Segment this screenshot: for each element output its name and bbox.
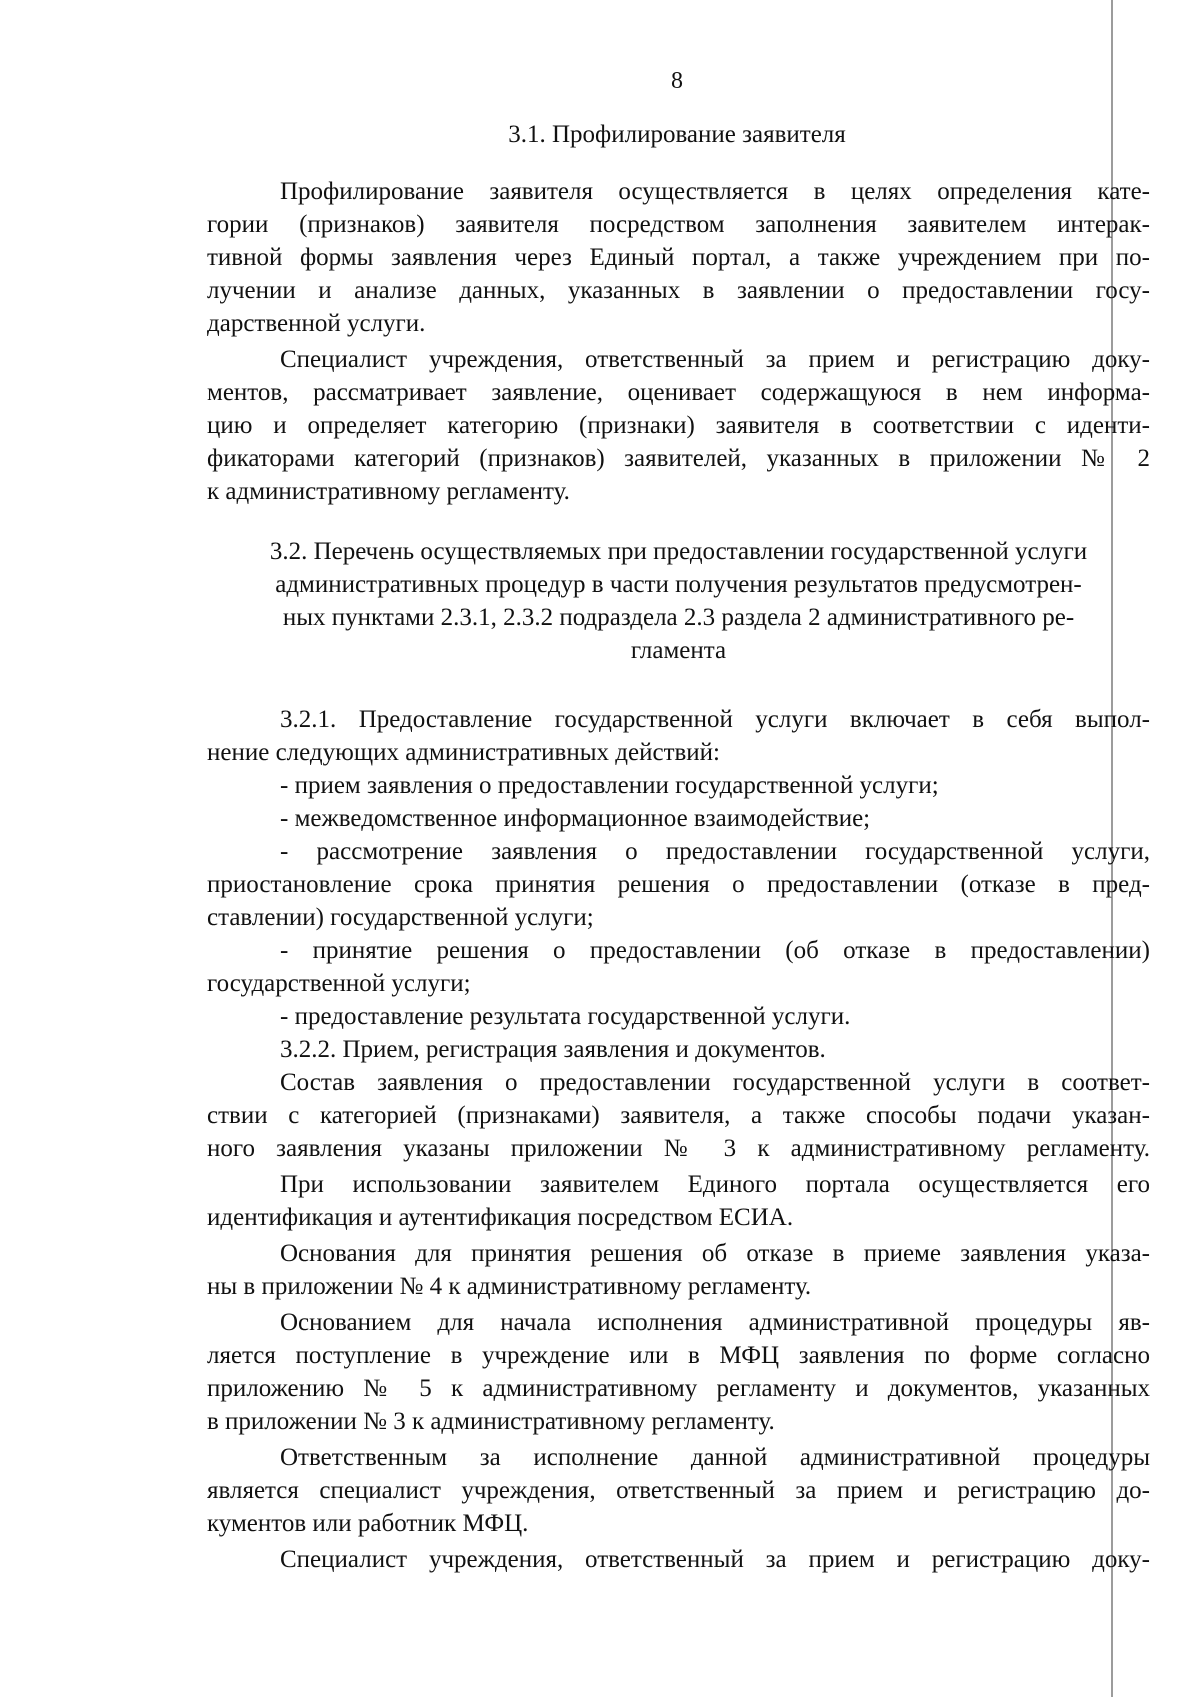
section-3-2-title-line: административных процедур в части получения результатов предусмотрен- [275,571,1082,598]
list-item: - межведомственное информационное взаимодействие; [280,805,871,832]
text-line: ны в приложении № 4 к административному регламенту. [207,1273,812,1300]
text-line: нение следующих административных действий: [207,739,721,766]
text-line: Основанием для начала исполнения административной процедуры яв- [280,1309,1150,1336]
list-item: - принятие решения о предоставлении (об отказе в предоставлении) [280,937,1150,964]
text-line: тивной формы заявления через Единый портал, а также учреждением при по- [207,244,1150,271]
section-3-1-title: 3.1. Профилирование заявителя [508,121,846,148]
text-line: лучении и анализе данных, указанных в заявлении о предоставлении госу- [207,277,1150,304]
subsection-heading: 3.2.2. Прием, регистрация заявления и документов. [280,1036,826,1063]
section-3-2-title-line: гламента [630,637,727,664]
text-line: является специалист учреждения, ответственный за прием и регистрацию до- [207,1477,1150,1504]
text-line: ментов, рассматривает заявление, оценивает содержащуюся в нем информа- [207,379,1150,406]
list-item: - рассмотрение заявления о предоставлении государственной услуги, [280,838,1150,865]
text-line: Специалист учреждения, ответственный за прием и регистрацию доку- [280,346,1150,373]
text-line: Специалист учреждения, ответственный за прием и регистрацию доку- [280,1546,1150,1573]
text-line: ляется поступление в учреждение или в МФЦ заявления по форме согласно [207,1342,1150,1369]
list-item: - предоставление результата государственной услуги. [280,1003,851,1030]
text-line: в приложении № 3 к административному регламенту. [207,1408,775,1435]
text-line: приложению № 5 к административному регламенту и документов, указанных [207,1375,1150,1402]
text-line: Состав заявления о предоставлении государственной услуги в соответ- [280,1069,1150,1096]
text-line: дарственной услуги. [207,310,426,337]
text-line: идентификация и аутентификация посредством ЕСИА. [207,1204,794,1231]
text-line: При использовании заявителем Единого портала осуществляется его [280,1171,1150,1198]
page-number: 8 [671,68,683,94]
section-3-2-title-line: 3.2. Перечень осуществляемых при предоставлении государственной услуги [269,538,1088,565]
text-line: кументов или работник МФЦ. [207,1510,529,1537]
section-3-2-title-line: ных пунктами 2.3.1, 2.3.2 подраздела 2.3 раздела 2 административного ре- [282,604,1075,631]
text-line: цию и определяет категорию (признаки) заявителя в соответствии с иденти- [207,412,1150,439]
text-line: ного заявления указаны приложении № 3 к административному регламенту. [207,1135,1150,1162]
text-line: ствии с категорией (признаками) заявителя, а также способы подачи указан- [207,1102,1150,1129]
text-line: Профилирование заявителя осуществляется в целях определения кате- [280,178,1150,205]
list-item: - прием заявления о предоставлении государственной услуги; [280,772,939,799]
text-line: к административному регламенту. [207,478,570,505]
text-line: приостановление срока принятия решения о предоставлении (отказе в пред- [207,871,1150,898]
text-line: ставлении) государственной услуги; [207,904,594,931]
text-line: Ответственным за исполнение данной административной процедуры [280,1444,1150,1471]
text-line: 3.2.1. Предоставление государственной услуги включает в себя выпол- [280,706,1150,733]
text-line: фикаторами категорий (признаков) заявителей, указанных в приложении № 2 [207,445,1150,472]
text-line: государственной услуги; [207,970,471,997]
text-line: Основания для принятия решения об отказе в приеме заявления указа- [280,1240,1150,1267]
text-line: гории (признаков) заявителя посредством заполнения заявителем интерак- [207,211,1150,238]
